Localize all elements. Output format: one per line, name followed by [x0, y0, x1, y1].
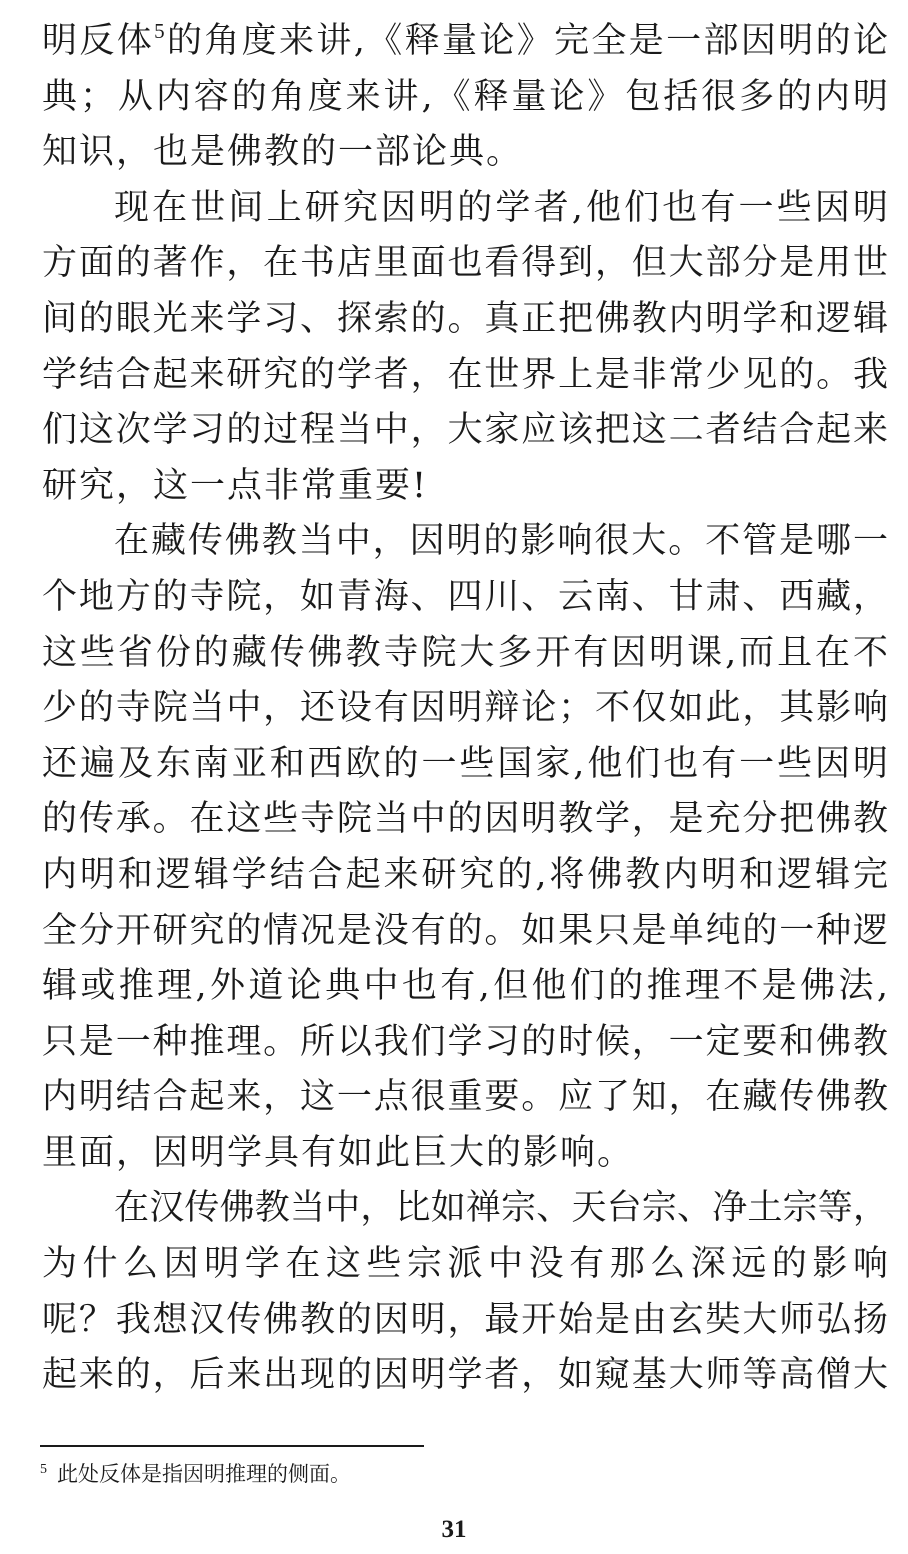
text-line: 在藏传佛教当中，因明的影响很大。不管是哪一 — [114, 521, 888, 562]
text-line: 典；从内容的角度来讲,《释量论》包括很多的内明 — [42, 76, 888, 117]
text-line-end: 的角度来讲,《释量论》完全是一部因明的论 — [164, 21, 888, 61]
text-line: 里面，因明学具有如此巨大的影响。 — [42, 1132, 635, 1173]
text-line: 全分开研究的情况是没有的。如果只是单纯的一种逻 — [42, 910, 888, 951]
text-line: 知识，也是佛教的一部论典。 — [42, 132, 524, 173]
text-line: 个地方的寺院，如青海、四川、云南、甘肃、西藏， — [42, 576, 888, 617]
text-line: 内明结合起来，这一点很重要。应了知，在藏传佛教 — [42, 1077, 888, 1118]
text-line: 的传承。在这些寺院当中的因明教学，是充分把佛教 — [42, 799, 888, 840]
text-line: 间的眼光来学习、探索的。真正把佛教内明学和逻辑 — [42, 298, 888, 339]
text-line: 辑或推理,外道论典中也有,但他们的推理不是佛法, — [42, 966, 888, 1007]
footnote-divider — [40, 1445, 424, 1447]
text-line: 现在世间上研究因明的学者,他们也有一些因明 — [114, 187, 888, 228]
text-line: 为什么因明学在这些宗派中没有那么深远的影响 — [42, 1244, 888, 1285]
text-line: 这些省份的藏传佛教寺院大多开有因明课,而且在不 — [42, 632, 888, 673]
text-line: 学结合起来研究的学者，在世界上是非常少见的。我 — [42, 354, 888, 395]
text-line: 方面的著作，在书店里面也看得到，但大部分是用世 — [42, 243, 888, 284]
text-line: 研究，这一点非常重要! — [42, 465, 429, 506]
text-line: 起来的，后来出现的因明学者，如窥基大师等高僧大 — [42, 1355, 888, 1396]
text-line: 内明和逻辑学结合起来研究的,将佛教内明和逻辑完 — [42, 854, 888, 895]
text-line: 呢？我想汉传佛教的因明，最开始是由玄奘大师弘扬 — [42, 1299, 888, 1340]
footnote — [40, 1459, 351, 1489]
text-line: 少的寺院当中，还设有因明辩论；不仅如此，其影响 — [42, 688, 888, 729]
footnote-mark: 5 — [40, 1462, 47, 1477]
text-line-start: 明反体 — [42, 21, 155, 61]
footnote-reference: 5 — [154, 19, 165, 43]
text-line: 们这次学习的过程当中，大家应该把这二者结合起来 — [42, 410, 888, 451]
main-text — [42, 14, 888, 1404]
footnote-text: 此处反体是指因明推理的侧面。 — [57, 1462, 351, 1486]
page-number: 31 — [441, 1516, 467, 1543]
text-line: 在汉传佛教当中，比如禅宗、天台宗、净土宗等， — [114, 1188, 888, 1229]
text-line: 还遍及东南亚和西欧的一些国家,他们也有一些因明 — [42, 743, 888, 784]
text-line: 只是一种推理。所以我们学习的时候，一定要和佛教 — [42, 1021, 888, 1062]
text-line — [42, 14, 888, 70]
